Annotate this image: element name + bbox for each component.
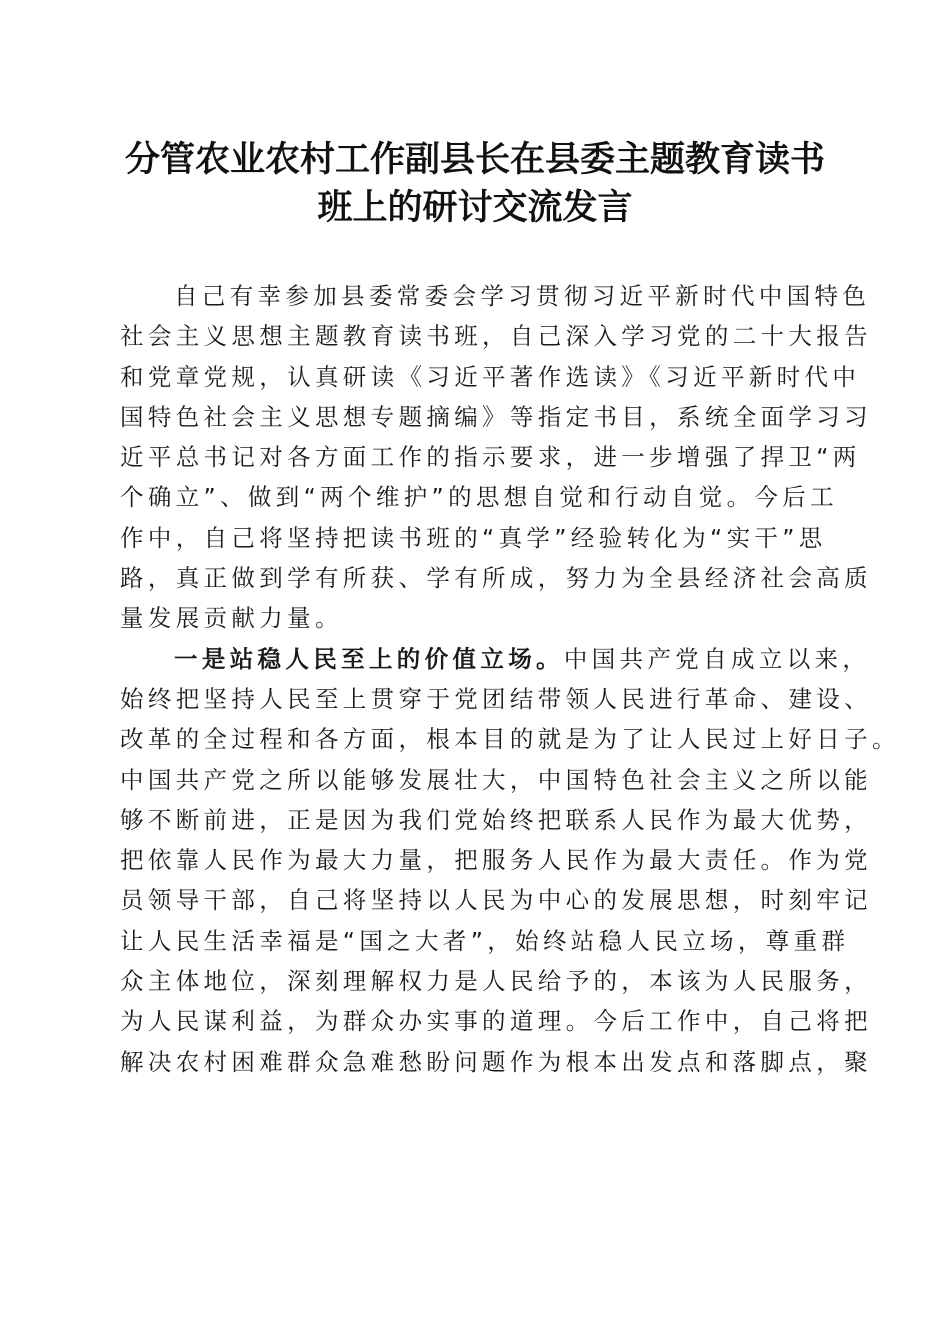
- text-line: 作中，自己将坚持把读书班的“真学”经验转化为“实干”思: [120, 523, 827, 552]
- text-line: 解决农村困难群众急难愁盼问题作为根本出发点和落脚点，聚: [120, 1047, 872, 1076]
- title-line-2: 班上的研讨交流发言: [317, 187, 633, 228]
- text-line: 个确立”、做到“两个维护”的思想自觉和行动自觉。今后工: [120, 483, 838, 512]
- text-line: 国特色社会主义思想专题摘编》等指定书目，系统全面学习习: [120, 402, 872, 431]
- text-line: 近平总书记对各方面工作的指示要求，进一步增强了捍卫“两: [120, 443, 861, 472]
- text-line: 够不断前进，正是因为我们党始终把联系人民作为最大优势，: [120, 805, 872, 834]
- text-line: 始终把坚持人民至上贯穿于党团结带领人民进行革命、建设、: [120, 684, 872, 713]
- text-line: 和党章党规，认真研读《习近平著作选读》《习近平新时代中: [120, 362, 861, 391]
- title-line-1: 分管农业农村工作副县长在县委主题教育读书: [124, 139, 825, 180]
- text-line: 众主体地位，深刻理解权力是人民给予的，本该为人民服务，: [120, 967, 872, 996]
- text-line: 量发展贡献力量。: [120, 604, 343, 633]
- text-line: 让人民生活幸福是“国之大者”，始终站稳人民立场，尊重群: [120, 926, 850, 955]
- text-run: 中国共产党自成立以来，: [563, 644, 871, 673]
- text-line: [120, 639, 871, 679]
- paragraph-point-one: [120, 639, 900, 1082]
- text-line: 为人民谋利益，为群众办实事的道理。今后工作中，自己将把: [120, 1007, 872, 1036]
- text-line: 改革的全过程和各方面，根本目的就是为了让人民过上好日子。: [120, 725, 900, 754]
- text-line: 路，真正做到学有所获、学有所成，努力为全县经济社会高质: [120, 564, 872, 593]
- text-line: 中国共产党之所以能够发展壮大，中国特色社会主义之所以能: [120, 765, 872, 794]
- text-line: 自己有幸参加县委常委会学习贯彻习近平新时代中国特色: [174, 282, 871, 310]
- text-line: 把依靠人民作为最大力量，把服务人民作为最大责任。作为党: [120, 846, 872, 875]
- paragraph-intro: [120, 276, 872, 639]
- document-body: [120, 276, 900, 1082]
- document-title: [110, 136, 840, 232]
- text-line: 员领导干部，自己将坚持以人民为中心的发展思想，时刻牢记: [120, 886, 872, 915]
- text-line: 社会主义思想主题教育读书班，自己深入学习党的二十大报告: [120, 322, 872, 351]
- section-lead-heading: 一是站稳人民至上的价值立场。: [174, 644, 564, 673]
